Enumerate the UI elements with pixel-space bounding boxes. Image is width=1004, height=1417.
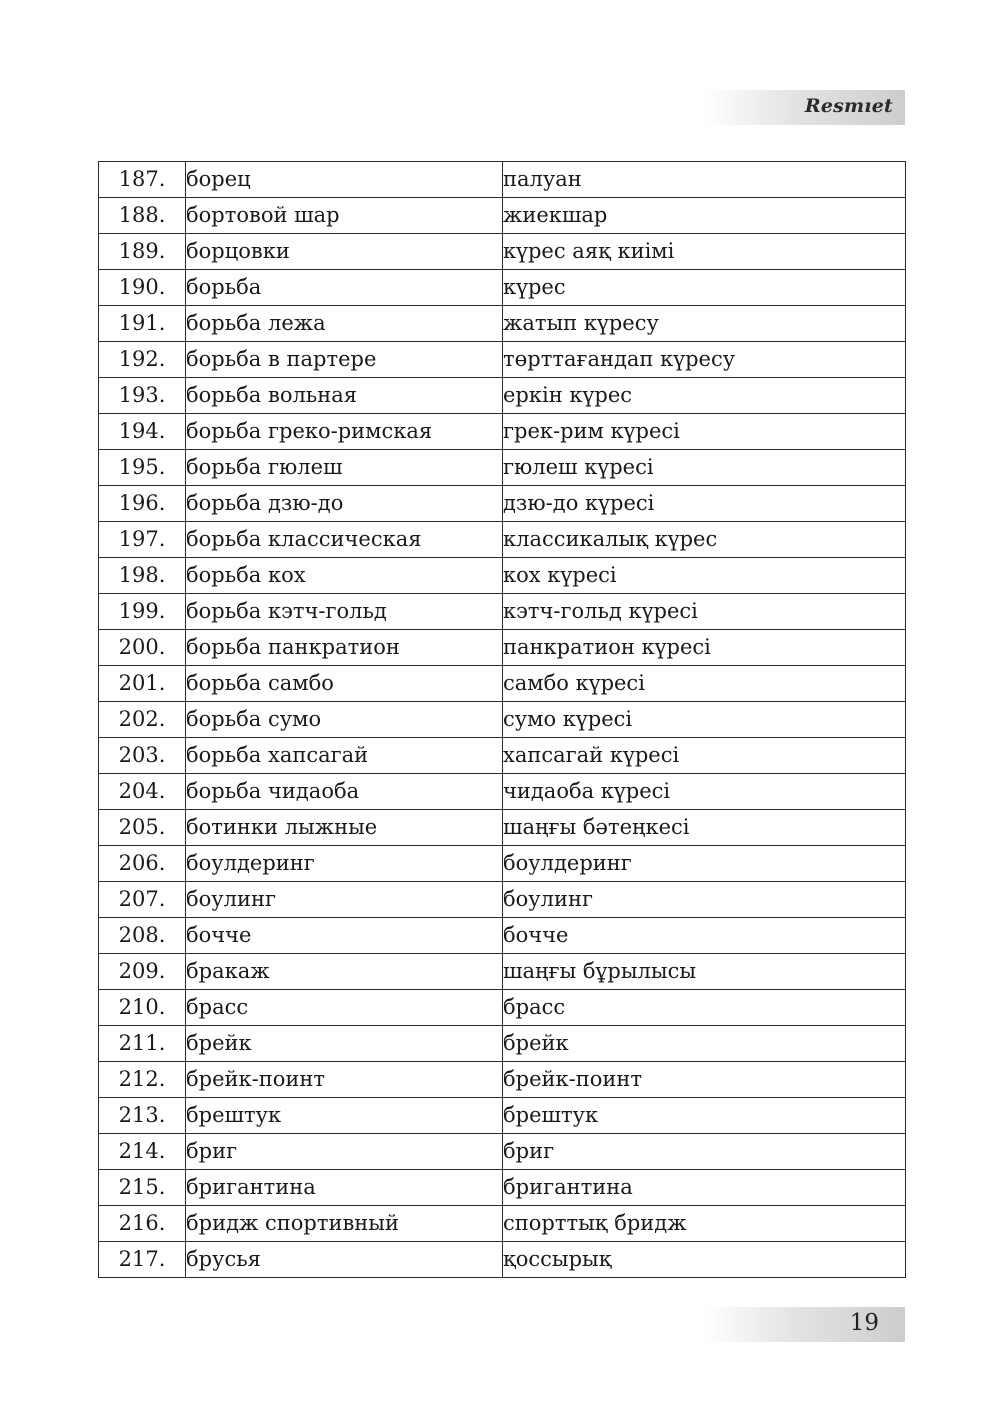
entry-number: 201. (99, 666, 186, 702)
entry-number: 210. (99, 990, 186, 1026)
entry-number: 209. (99, 954, 186, 990)
entry-number: 206. (99, 846, 186, 882)
russian-term: борьба чидаоба (186, 774, 503, 810)
kazakh-term: еркін күрес (503, 378, 906, 414)
kazakh-term: гюлеш күресі (503, 450, 906, 486)
entry-number: 194. (99, 414, 186, 450)
table-row (99, 630, 906, 666)
table-row (99, 342, 906, 378)
running-footer (704, 1307, 905, 1342)
table-row (99, 738, 906, 774)
russian-term: борьба в партере (186, 342, 503, 378)
table-row (99, 522, 906, 558)
russian-term: боулинг (186, 882, 503, 918)
running-header (704, 90, 905, 125)
entry-number: 193. (99, 378, 186, 414)
russian-term: борец (186, 162, 503, 198)
russian-term: борьба сумо (186, 702, 503, 738)
kazakh-term: бриг (503, 1134, 906, 1170)
table-row (99, 1206, 906, 1242)
entry-number: 189. (99, 234, 186, 270)
entry-number: 187. (99, 162, 186, 198)
kazakh-term: брейк-поинт (503, 1062, 906, 1098)
entry-number: 188. (99, 198, 186, 234)
entry-number: 197. (99, 522, 186, 558)
table-row (99, 918, 906, 954)
kazakh-term: спорттық бридж (503, 1206, 906, 1242)
kazakh-term: палуан (503, 162, 906, 198)
table-row (99, 162, 906, 198)
russian-term: ботинки лыжные (186, 810, 503, 846)
table-row (99, 486, 906, 522)
russian-term: брештук (186, 1098, 503, 1134)
russian-term: борьба кэтч-гольд (186, 594, 503, 630)
entry-number: 213. (99, 1098, 186, 1134)
dictionary-table-body (99, 162, 906, 1278)
kazakh-term: бригантина (503, 1170, 906, 1206)
dictionary-table (98, 161, 906, 1278)
russian-term: борьба гюлеш (186, 450, 503, 486)
russian-term: борцовки (186, 234, 503, 270)
table-row (99, 774, 906, 810)
entry-number: 195. (99, 450, 186, 486)
russian-term: брейк-поинт (186, 1062, 503, 1098)
table-row (99, 666, 906, 702)
kazakh-term: қоссырық (503, 1242, 906, 1278)
kazakh-term: боулинг (503, 882, 906, 918)
table-row (99, 306, 906, 342)
russian-term: борьба греко-римская (186, 414, 503, 450)
kazakh-term: хапсагай күресі (503, 738, 906, 774)
russian-term: брейк (186, 1026, 503, 1062)
russian-term: бридж спортивный (186, 1206, 503, 1242)
entry-number: 192. (99, 342, 186, 378)
kazakh-term: сумо күресі (503, 702, 906, 738)
entry-number: 211. (99, 1026, 186, 1062)
russian-term: бракаж (186, 954, 503, 990)
table-row (99, 450, 906, 486)
table-row (99, 1062, 906, 1098)
russian-term: борьба вольная (186, 378, 503, 414)
kazakh-term: шаңғы бәтеңкесі (503, 810, 906, 846)
page-number: 19 (849, 1310, 879, 1336)
entry-number: 208. (99, 918, 186, 954)
table-row (99, 846, 906, 882)
kazakh-term: дзю-до күресі (503, 486, 906, 522)
entry-number: 217. (99, 1242, 186, 1278)
kazakh-term: чидаоба күресі (503, 774, 906, 810)
table-row (99, 702, 906, 738)
table-row (99, 1026, 906, 1062)
kazakh-term: кох күресі (503, 558, 906, 594)
kazakh-term: күрес аяқ киімі (503, 234, 906, 270)
russian-term: борьба классическая (186, 522, 503, 558)
entry-number: 190. (99, 270, 186, 306)
kazakh-term: боулдеринг (503, 846, 906, 882)
table-row (99, 234, 906, 270)
russian-term: борьба (186, 270, 503, 306)
kazakh-term: брасс (503, 990, 906, 1026)
table-row (99, 1134, 906, 1170)
table-row (99, 594, 906, 630)
russian-term: боулдеринг (186, 846, 503, 882)
entry-number: 203. (99, 738, 186, 774)
entry-number: 202. (99, 702, 186, 738)
entry-number: 214. (99, 1134, 186, 1170)
table-row (99, 990, 906, 1026)
entry-number: 196. (99, 486, 186, 522)
kazakh-term: төрттағандап күресу (503, 342, 906, 378)
russian-term: брусья (186, 1242, 503, 1278)
table-row (99, 1170, 906, 1206)
russian-term: бортовой шар (186, 198, 503, 234)
entry-number: 205. (99, 810, 186, 846)
kazakh-term: брейк (503, 1026, 906, 1062)
kazakh-term: күрес (503, 270, 906, 306)
entry-number: 216. (99, 1206, 186, 1242)
table-row (99, 810, 906, 846)
kazakh-term: грек-рим күресі (503, 414, 906, 450)
table-row (99, 198, 906, 234)
table-row (99, 378, 906, 414)
table-row (99, 270, 906, 306)
entry-number: 200. (99, 630, 186, 666)
kazakh-term: брештук (503, 1098, 906, 1134)
entry-number: 191. (99, 306, 186, 342)
russian-term: борьба лежа (186, 306, 503, 342)
table-row (99, 954, 906, 990)
kazakh-term: бочче (503, 918, 906, 954)
russian-term: борьба хапсагай (186, 738, 503, 774)
table-row (99, 558, 906, 594)
entry-number: 215. (99, 1170, 186, 1206)
russian-term: борьба кох (186, 558, 503, 594)
kazakh-term: шаңғы бұрылысы (503, 954, 906, 990)
entry-number: 198. (99, 558, 186, 594)
table-row (99, 1098, 906, 1134)
table-row (99, 1242, 906, 1278)
russian-term: бриг (186, 1134, 503, 1170)
entry-number: 212. (99, 1062, 186, 1098)
kazakh-term: кэтч-гольд күресі (503, 594, 906, 630)
kazakh-term: панкратион күресі (503, 630, 906, 666)
russian-term: борьба самбо (186, 666, 503, 702)
russian-term: брасс (186, 990, 503, 1026)
header-title: Resmıet (804, 95, 893, 117)
russian-term: бригантина (186, 1170, 503, 1206)
entry-number: 207. (99, 882, 186, 918)
kazakh-term: жиекшар (503, 198, 906, 234)
kazakh-term: классикалық күрес (503, 522, 906, 558)
table-row (99, 414, 906, 450)
kazakh-term: жатып күресу (503, 306, 906, 342)
entry-number: 199. (99, 594, 186, 630)
russian-term: бочче (186, 918, 503, 954)
russian-term: борьба дзю-до (186, 486, 503, 522)
table-row (99, 882, 906, 918)
entry-number: 204. (99, 774, 186, 810)
kazakh-term: самбо күресі (503, 666, 906, 702)
russian-term: борьба панкратион (186, 630, 503, 666)
